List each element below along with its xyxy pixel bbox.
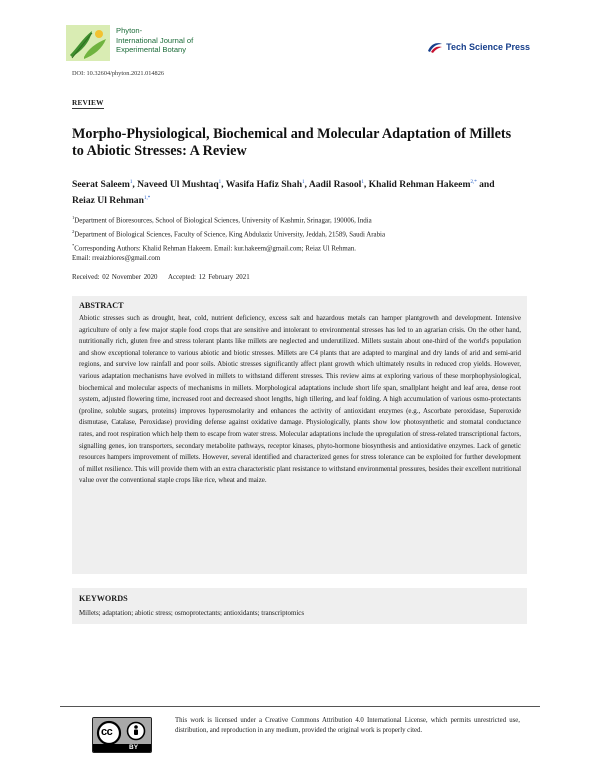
- author-name[interactable]: Reiaz Ul Rehman: [72, 195, 144, 207]
- author-affil-sup: 1,*: [143, 196, 151, 202]
- author-affil-sup: 1: [218, 180, 222, 185]
- journal-name: [116, 26, 193, 55]
- keywords-text: Millets; adaptation; abiotic stress; osmoprotectants; antioxidants; transcriptomics: [79, 609, 305, 617]
- publisher-name: Tech Science Press: [446, 42, 530, 52]
- author-affil-sup: 1: [129, 180, 133, 185]
- title-line: to Abiotic Stresses: A Review: [72, 143, 247, 159]
- license-text: This work is licensed under a Creative Commons Attribution 4.0 International License, which permits unrestricted use, distribution, and reproduction in any medium, provided the original work is properly cited.: [175, 717, 520, 734]
- abstract-text: Abiotic stresses such as drought, heat, cold, nutrient deficiency, excess salt and hazardous metals can hamper plantgrowth and development. Intensive agriculture of only a few major staple food crops that are sensitive and intolerant to environmental stresses has led to an agrarian crisis. On the other hand, nutritionally rich, gluten free and stress tolerant plants like millets are neglected and underutilized. Millets sustain about one-third of the world's population and show exceptional tolerance to various abiotic and biotic stresses. Millets are C4 plants that are adapted to marginal and dry lands of arid and semi-arid regions, and survive low rainfall and poor soils. Abiotic stresses significantly affect plant growth which ultimately results in reduced crop yields. However, various adaptation mechanisms have evolved in millets to withstand different stresses. This review aims at exploring various of these morphophysiological, biochemical and molecular aspects of mechanisms in millets. Morphological adaptations include short life span, smallplant height and leaf area, dense root system, adjusted flowering time, increased root and decreased shoot lengths, high tillering, and leaf folding. A high accumulation of various osmo-protectants (proline, soluble sugars, proteins) improves hyperosmolarity and enhances the activity of antioxidant enzymes (e.g., Ascorbate peroxidase, Superoxide dismutase, Catalase, Peroxidase) providing defense against oxidative damage. Physiologically, plants show low photosynthetic and stomatal conductance rates, and root respiration which help them to escape from water stress. Molecular adaptations include the upregulation of stress-related transcriptional factors, signalling genes, ion transporters, secondary metabolite pathways, receptor kinases, phyto-hormone biosynthesis and antioxidative enzymes. Lack of genetic resources hampers improvement of millets. However, several identified and characterized genes for stress tolerance can be exploited for further development of millet resilience. This will provide them with an extra characteristic plant resistance to withstand environmental pressures, besides their excellent nutritional value over the conventional staple crops like rice, wheat and maize.: [79, 314, 521, 485]
- article-title: [72, 126, 542, 160]
- journal-name-line: Phyton-: [116, 26, 143, 35]
- publisher-swoosh-icon: [427, 41, 443, 53]
- keywords-heading: KEYWORDS: [79, 594, 128, 603]
- journal-logo: [66, 25, 110, 61]
- abstract-heading: ABSTRACT: [79, 301, 124, 310]
- corresponding-email[interactable]: Email: rreaizbiores@gmail.com: [72, 254, 161, 262]
- author-affil-sup: 1: [302, 180, 305, 185]
- author-name[interactable]: Aadil Rasool: [308, 179, 362, 191]
- author-affil-sup: 2,*: [470, 180, 477, 185]
- journal-name-line: International Journal of: [116, 35, 194, 45]
- doi[interactable]: DOI: 10.32604/phyton.2021.014826: [72, 70, 165, 77]
- corresponding-authors: [72, 241, 542, 263]
- affiliation: [72, 227, 542, 240]
- publisher-logo: [427, 41, 530, 53]
- affiliation: [72, 213, 542, 226]
- received-date: Received: 02 November 2020: [72, 274, 158, 281]
- cc-by-license-badge[interactable]: [92, 717, 152, 753]
- authors-and: and: [479, 179, 495, 191]
- author-name[interactable]: Seerat Saleem: [72, 179, 130, 191]
- by-label: BY: [129, 744, 139, 751]
- footer-divider: [60, 706, 540, 707]
- title-line: Morpho-Physiological, Biochemical and Molecular Adaptation of Millets: [72, 126, 512, 142]
- affiliation-text: Department of Bioresources, School of Biological Sciences, University of Kashmir, Srinagar, 190006, India: [74, 217, 372, 225]
- affiliation-text: Department of Biological Sciences, Faculty of Science, King Abdulaziz University, Jeddah, 21589, Saudi Arabia: [74, 231, 385, 239]
- author-affil-sup: 1: [361, 180, 364, 185]
- article-type: REVIEW: [72, 98, 104, 107]
- accepted-date: Accepted: 12 February 2021: [168, 274, 250, 281]
- corresponding-line: Corresponding Authors: Khalid Rehman Hakeem. Email: kur.hakeem@gmail.com; Reiaz Ul Rehman.: [74, 245, 357, 253]
- author-name[interactable]: Wasifa Hafiz Shah: [225, 179, 303, 191]
- dates: [72, 274, 250, 281]
- author-list: Seerat Saleem$^1$, Naveed Ul Mushtaq$^1$, Wasifa Hafiz Shah$^1$, Aadil Rasool$^1$, Khalid Rehman Hakeem$^{2,*}$ and Reiaz Ul Rehman$^{1,*}$: [72, 179, 495, 207]
- affiliation-sup: 2: [72, 229, 75, 234]
- cc-icon: cc: [101, 726, 113, 738]
- affiliation-sup: 1: [72, 215, 75, 220]
- journal-name-line: Experimental Botany: [116, 45, 187, 55]
- keywords-box: [72, 588, 527, 624]
- author-name[interactable]: Khalid Rehman Hakeem: [368, 179, 471, 191]
- author-name[interactable]: Naveed Ul Mushtaq: [137, 179, 219, 191]
- corresponding-sup: *: [72, 243, 75, 248]
